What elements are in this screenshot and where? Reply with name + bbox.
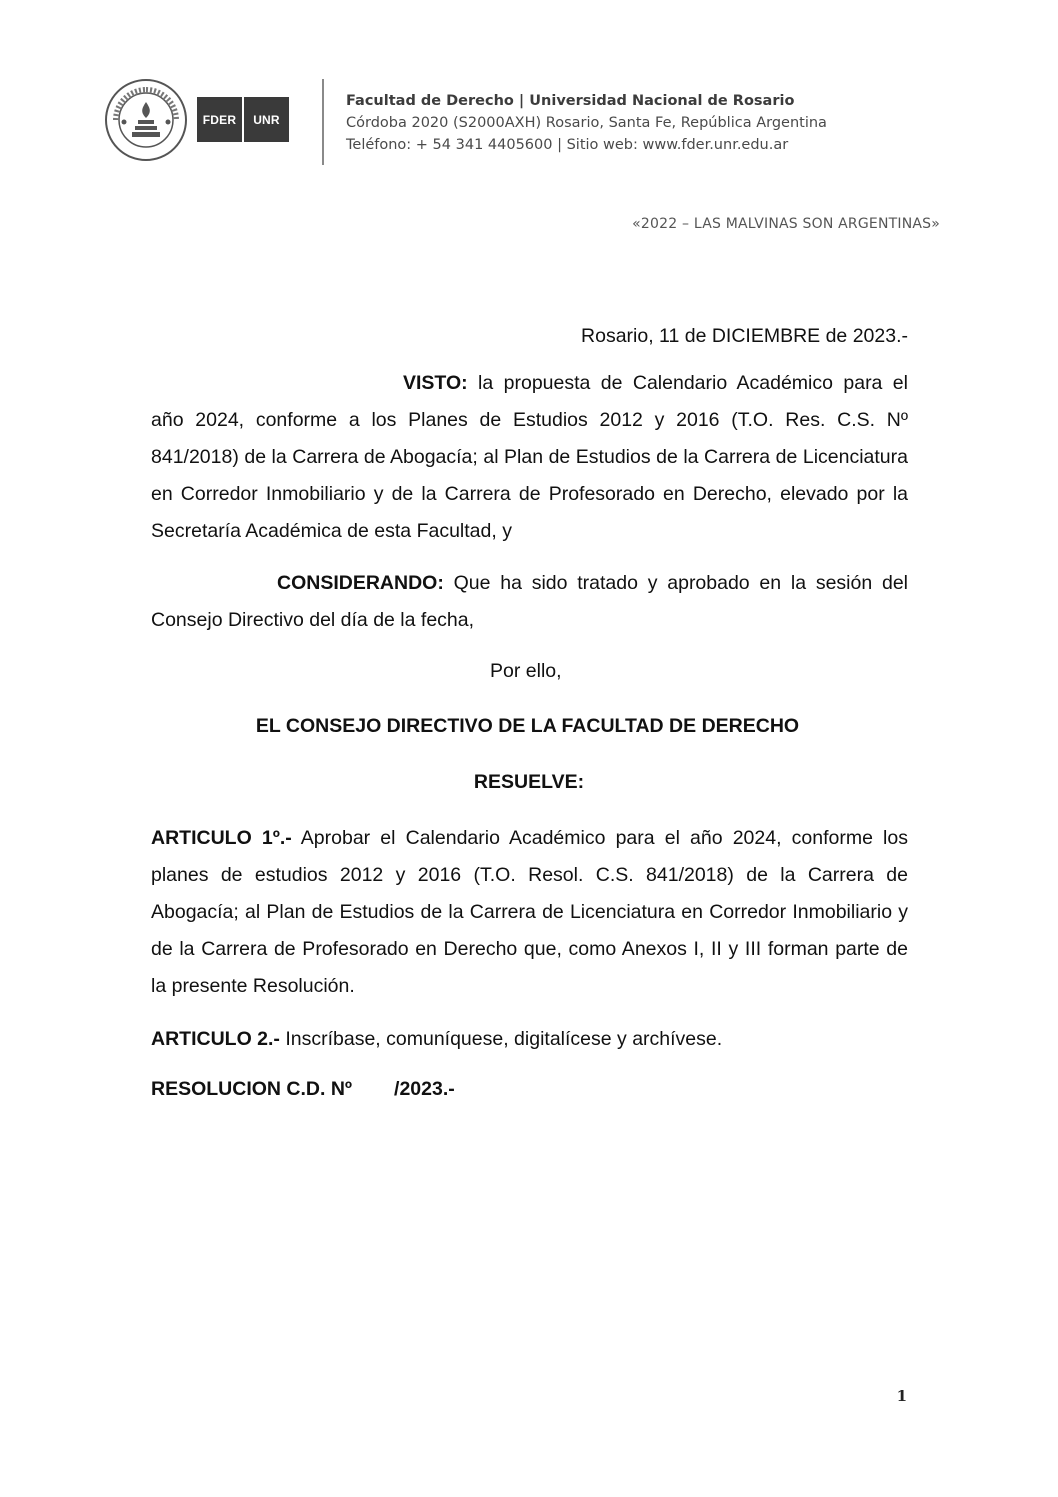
header-divider (322, 79, 324, 165)
articulo-2-text: Inscríbase, comuníquese, digitalícese y archívese. (279, 1028, 723, 1050)
resolucion-number (151, 1078, 455, 1101)
consejo-heading-text: EL CONSEJO DIRECTIVO DE LA FACULTAD DE DERECHO (255, 715, 800, 737)
visto-label: VISTO: (403, 372, 468, 394)
resuelve-heading-text: RESUELVE: (473, 771, 585, 793)
visto-paragraph (151, 365, 908, 550)
faculty-line: Facultad de Derecho | Universidad Nacional de Rosario (346, 93, 795, 109)
articulo-1 (151, 820, 908, 1005)
por-ello: Por ello, (490, 660, 562, 682)
articulo-1-text: Aprobar el Calendario Académico para el año 2024, conforme los planes de estudios 2012 y 2016 (T.O. Resol. C.S. 841/2018) de la Carrera de Abogacía; al Plan de Estudios de la Carrera de Licenciatura en Corredor Inmobiliario y de la Carrera de Profesorado en Derecho que, como Anexos I, II y III forman parte de la presente Resolución. (151, 827, 908, 997)
resuelve-heading (0, 771, 1058, 794)
resolucion-prefix: RESOLUCION C.D. Nº (151, 1078, 353, 1100)
fder-logo: FDER (197, 97, 242, 142)
unr-logo: UNR (244, 97, 289, 142)
consejo-heading (0, 715, 1058, 738)
letterhead-info (346, 90, 827, 156)
articulo-1-label: ARTICULO 1º.- (151, 827, 292, 849)
university-seal-icon (104, 78, 188, 162)
contact-line: Teléfono: + 54 341 4405600 | Sitio web: www.fder.unr.edu.ar (346, 137, 789, 153)
visto-text: la propuesta de Calendario Académico para el año 2024, conforme a los Planes de Estudios 2012 y 2016 (T.O. Res. C.S. Nº 841/2018) de la Carrera de Abogacía; al Plan de Estudios de la Carrera de Licenciatura en Corredor Inmobiliario y de la Carrera de Profesorado en Derecho, elevado por la Secretaría Académica de esta Facultad, y (151, 372, 908, 542)
address-line: Córdoba 2020 (S2000AXH) Rosario, Santa Fe, República Argentina (346, 115, 827, 131)
page-number: 1 (896, 1387, 907, 1405)
articulo-2-label: ARTICULO 2.- (151, 1028, 280, 1050)
resolucion-suffix: /2023.- (394, 1078, 455, 1100)
considerando-label: CONSIDERANDO: (277, 572, 444, 594)
motto: «2022 – LAS MALVINAS SON ARGENTINAS» (632, 216, 940, 232)
considerando-paragraph (151, 565, 908, 639)
date-line: Rosario, 11 de DICIEMBRE de 2023.- (581, 325, 908, 347)
articulo-2 (151, 1021, 908, 1058)
considerando-text: Que ha sido tratado y aprobado en la sesión del Consejo Directivo del día de la fecha, (151, 572, 908, 631)
